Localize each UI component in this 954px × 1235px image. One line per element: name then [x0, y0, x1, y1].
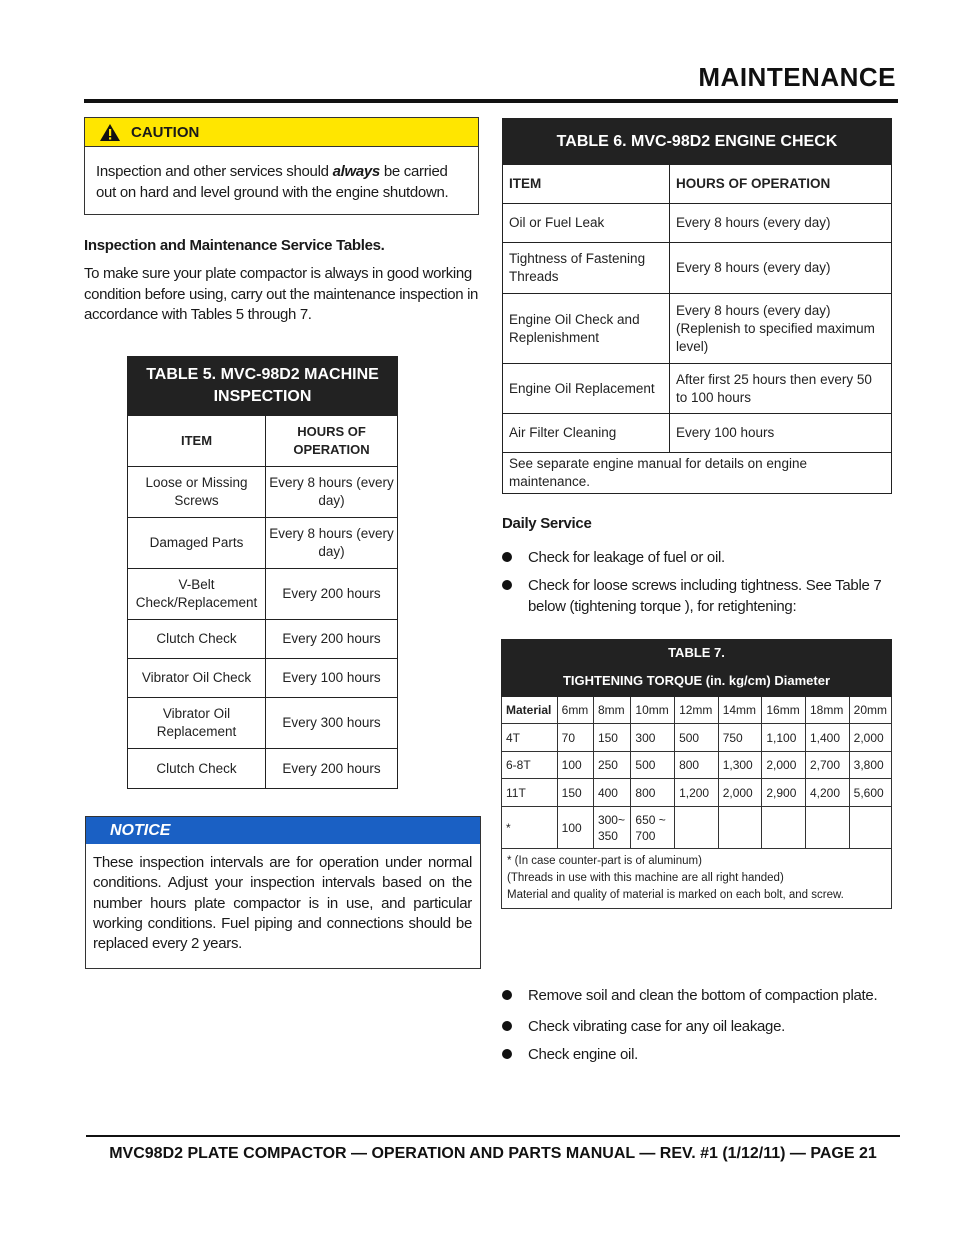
table7-header-cell: 14mm — [718, 697, 762, 724]
table7-cell: 150 — [557, 779, 593, 807]
table-row — [502, 807, 892, 849]
list-item — [502, 985, 898, 1006]
table-row — [128, 569, 398, 620]
table6-cell-hours: After first 25 hours then every 50 to 100 hours — [670, 364, 892, 414]
caution-header — [85, 118, 478, 147]
table5-col-hours: HOURS OF OPERATION — [266, 416, 398, 467]
daily-list-top — [502, 547, 898, 617]
bullet-icon — [502, 552, 512, 562]
list-item-text: Remove soil and clean the bottom of compaction plate. — [528, 987, 878, 1004]
list-item — [502, 575, 898, 617]
table5-cell-item: Damaged Parts — [128, 518, 266, 569]
table6-cell-item: Oil or Fuel Leak — [503, 204, 670, 243]
table-row — [502, 752, 892, 779]
table5-cell-hours: Every 8 hours (every day) — [266, 518, 398, 569]
table7-cell — [849, 807, 891, 849]
daily-heading: Daily Service — [502, 515, 592, 532]
table7-note: Material and quality of material is marked on each bolt, and screw. — [507, 889, 844, 901]
table7-cell: 2,000 — [718, 779, 762, 807]
table5-cell-hours: Every 200 hours — [266, 569, 398, 620]
table-row — [128, 620, 398, 659]
table7-cell: 1,200 — [675, 779, 719, 807]
table-row — [502, 724, 892, 752]
table7-cell: 5,600 — [849, 779, 891, 807]
table5-cell-item: Vibrator Oil Replacement — [128, 698, 266, 749]
table7-cell: 100 — [557, 807, 593, 849]
table6-cell-hours: Every 8 hours (every day) (Replenish to specified maximum level) — [670, 294, 892, 364]
table7-cell: 400 — [593, 779, 630, 807]
table6-footnote: See separate engine manual for details on engine maintenance. — [503, 453, 892, 494]
caution-text-a: Inspection and other services should — [96, 163, 333, 180]
table-row — [503, 294, 892, 364]
table6-col-item: ITEM — [503, 165, 670, 204]
table6-cell-item: Air Filter Cleaning — [503, 414, 670, 453]
table7-cell: 150 — [593, 724, 630, 752]
table5 — [127, 356, 398, 789]
table7 — [501, 639, 892, 909]
table7-header-cell: 12mm — [675, 697, 719, 724]
table-row — [128, 659, 398, 698]
list-item — [502, 547, 898, 568]
table7-header-cell: 20mm — [849, 697, 891, 724]
list-item-text: Check engine oil. — [528, 1046, 638, 1063]
table5-cell-hours: Every 200 hours — [266, 620, 398, 659]
table7-cell — [762, 807, 806, 849]
table5-cell-hours: Every 8 hours (every day) — [266, 467, 398, 518]
table7-cell: 800 — [631, 779, 675, 807]
list-item-text: Check for leakage of fuel or oil. — [528, 549, 725, 566]
table7-cell: 4,200 — [805, 779, 849, 807]
table7-cell: 300 — [631, 724, 675, 752]
list-item — [502, 1016, 898, 1037]
caution-box — [84, 117, 479, 215]
daily-list-bottom — [502, 985, 898, 1065]
list-item — [502, 1044, 898, 1065]
table6-cell-hours: Every 8 hours (every day) — [670, 204, 892, 243]
table-row — [502, 697, 892, 724]
table5-cell-item: Clutch Check — [128, 620, 266, 659]
table7-cell: 300~ 350 — [593, 807, 630, 849]
table7-header-cell: 16mm — [762, 697, 806, 724]
table6-title: TABLE 6. MVC-98D2 ENGINE CHECK — [503, 119, 892, 165]
list-item-text: Check for loose screws including tightness. See Table 7 below (tightening torque ), for retightening: — [528, 577, 882, 615]
table-row — [128, 518, 398, 569]
table6-cell-hours: Every 100 hours — [670, 414, 892, 453]
table7-notes — [502, 849, 892, 909]
intro-text: To make sure your plate compactor is always in good working condition before using, carry out the maintenance inspection in accordance with Tables 5 through 7. — [84, 265, 479, 323]
caution-text — [85, 147, 478, 203]
warning-icon — [99, 123, 121, 142]
table5-cell-item: Vibrator Oil Check — [128, 659, 266, 698]
table7-header-cell: Material — [502, 697, 558, 724]
table-row — [502, 779, 892, 807]
table7-cell: 4T — [502, 724, 558, 752]
header-rule — [84, 99, 898, 103]
table7-cell: 1,300 — [718, 752, 762, 779]
notice-box — [85, 816, 481, 969]
table7-header-cell: 8mm — [593, 697, 630, 724]
table7-header-cell: 18mm — [805, 697, 849, 724]
bullet-icon — [502, 1049, 512, 1059]
table-row — [503, 414, 892, 453]
table7-cell: 2,900 — [762, 779, 806, 807]
table5-cell-item: Loose or Missing Screws — [128, 467, 266, 518]
table5-cell-hours: Every 100 hours — [266, 659, 398, 698]
table7-title2: TIGHTENING TORQUE (in. kg/cm) Diameter — [502, 667, 892, 697]
table7-cell: 1,100 — [762, 724, 806, 752]
table5-cell-item: Clutch Check — [128, 749, 266, 789]
table-row — [128, 467, 398, 518]
table7-cell — [675, 807, 719, 849]
table-row — [503, 364, 892, 414]
table7-cell — [718, 807, 762, 849]
table7-cell: 500 — [631, 752, 675, 779]
table6-cell-item: Engine Oil Check and Replenishment — [503, 294, 670, 364]
table6-cell-hours: Every 8 hours (every day) — [670, 243, 892, 294]
table6-cell-item: Engine Oil Replacement — [503, 364, 670, 414]
table6 — [502, 118, 892, 494]
table7-cell: 100 — [557, 752, 593, 779]
table7-cell: 1,400 — [805, 724, 849, 752]
table5-cell-item: V-Belt Check/Replacement — [128, 569, 266, 620]
table5-col-item: ITEM — [128, 416, 266, 467]
table7-cell: 800 — [675, 752, 719, 779]
table-row — [128, 749, 398, 789]
page-title: MAINTENANCE — [698, 62, 896, 92]
caution-label: CAUTION — [131, 123, 200, 141]
table7-header-cell: 10mm — [631, 697, 675, 724]
list-item-text: Check vibrating case for any oil leakage. — [528, 1018, 786, 1035]
table7-title1: TABLE 7. — [502, 640, 892, 667]
table5-cell-hours: Every 200 hours — [266, 749, 398, 789]
table7-cell: 650 ~ 700 — [631, 807, 675, 849]
table-row — [128, 698, 398, 749]
table7-cell: 2,000 — [849, 724, 891, 752]
table7-cell: 250 — [593, 752, 630, 779]
table5-cell-hours: Every 300 hours — [266, 698, 398, 749]
table7-cell: 750 — [718, 724, 762, 752]
table7-cell: 2,700 — [805, 752, 849, 779]
table-row — [503, 243, 892, 294]
table7-cell: 500 — [675, 724, 719, 752]
bullet-icon — [502, 1021, 512, 1031]
table7-cell: 3,800 — [849, 752, 891, 779]
caution-emphasis: always — [332, 163, 380, 180]
bullet-icon — [502, 580, 512, 590]
table6-cell-item: Tightness of Fastening Threads — [503, 243, 670, 294]
table7-cell: 6-8T — [502, 752, 558, 779]
table7-cell: 11T — [502, 779, 558, 807]
table7-note: (Threads in use with this machine are all right handed) — [507, 872, 784, 884]
table7-cell: 2,000 — [762, 752, 806, 779]
table-row — [503, 204, 892, 243]
page-footer: MVC98D2 PLATE COMPACTOR — OPERATION AND PARTS MANUAL — REV. #1 (1/12/11) — PAGE 21 — [109, 1145, 877, 1162]
table7-header-cell: 6mm — [557, 697, 593, 724]
table7-cell: 70 — [557, 724, 593, 752]
bullet-icon — [502, 990, 512, 1000]
notice-text: These inspection intervals are for operation under normal conditions. Adjust your inspection intervals based on the number hours plate compactor is in use, and particular working conditions. Fuel piping and connections should be replaced every 2 years. — [93, 854, 472, 953]
table5-title: TABLE 5. MVC-98D2 MACHINE INSPECTION — [128, 357, 398, 416]
intro-heading: Inspection and Maintenance Service Tables. — [84, 237, 385, 254]
table7-note: * (In case counter-part is of aluminum) — [507, 855, 702, 867]
table7-cell: * — [502, 807, 558, 849]
table7-cell — [805, 807, 849, 849]
table6-col-hours: HOURS OF OPERATION — [670, 165, 892, 204]
footer-rule — [86, 1135, 900, 1137]
caution-text-b: be carried out on hard and level ground with the engine shutdown. — [96, 163, 449, 201]
notice-label: NOTICE — [86, 817, 480, 844]
